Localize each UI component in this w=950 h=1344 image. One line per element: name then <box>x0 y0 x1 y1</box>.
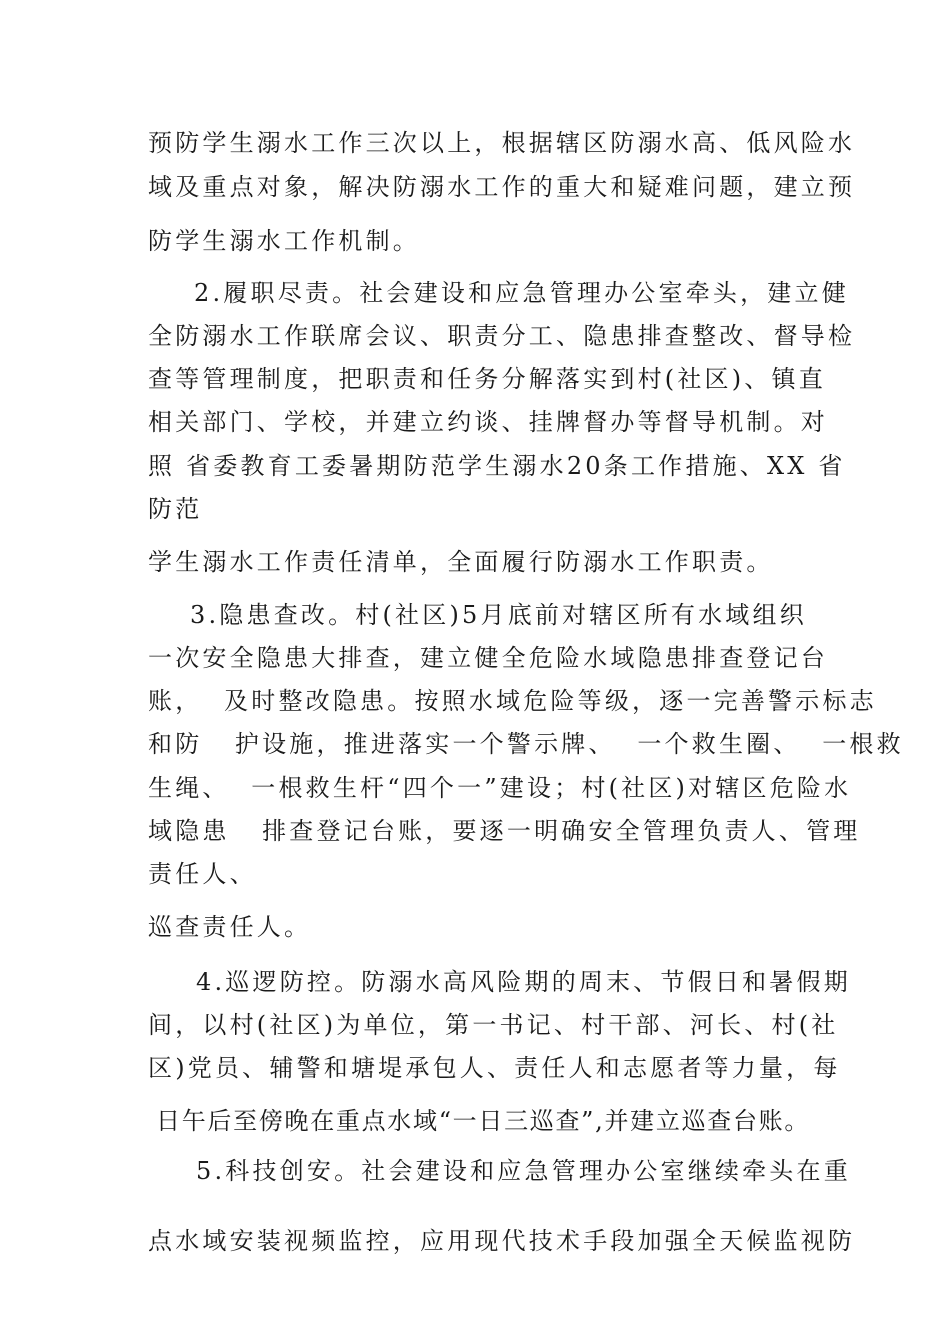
text-line: 区)党员、辅警和塘堤承包人、责任人和志愿者等力量，每 <box>148 1054 841 1082</box>
text-line: 防范 <box>148 495 203 523</box>
text-line: 预防学生溺水工作三次以上，根据辖区防溺水高、低风险水 <box>148 129 856 157</box>
text-line: 账， 及时整改隐患。按照水域危险等级，逐一完善警示标志 <box>148 687 877 715</box>
text-line: 间，以村(社区)为单位，第一书记、村干部、河长、村(社 <box>148 1011 839 1039</box>
paragraph-3-first-line: 3.隐患查改。村(社区)5月底前对辖区所有水域组织 <box>190 601 807 629</box>
text-line: 相关部门、学校，并建立约谈、挂牌督办等督导机制。对 <box>148 408 828 436</box>
text-line: 域及重点对象，解决防溺水工作的重大和疑难问题，建立预 <box>148 173 856 201</box>
text-line: 巡查责任人。 <box>148 913 312 941</box>
text-line: 一次安全隐患大排查，建立健全危险水域隐患排查登记台 <box>148 644 828 672</box>
text-line: 点水域安装视频监控，应用现代技术手段加强全天候监视防 <box>148 1227 856 1255</box>
text-line: 责任人、 <box>148 860 257 888</box>
text-line: 防学生溺水工作机制。 <box>148 227 420 255</box>
paragraph-2-first-line: 2.履职尽责。社会建设和应急管理办公室牵头，建立健 <box>194 279 849 307</box>
text-line: 学生溺水工作责任清单，全面履行防溺水工作职责。 <box>148 548 774 576</box>
text-line: 生绳、 一根救生杆“四个一”建设；村(社区)对辖区危险水 <box>148 774 852 802</box>
paragraph-5-first-line: 5.科技创安。社会建设和应急管理办公室继续牵头在重 <box>196 1157 851 1185</box>
paragraph-4-first-line: 4.巡逻防控。防溺水高风险期的周末、节假日和暑假期 <box>196 968 851 996</box>
text-line: 域隐患 排查登记台账，要逐一明确安全管理负责人、管理 <box>148 817 861 845</box>
text-line: 日午后至傍晚在重点水域“一日三巡查”,并建立巡查台账。 <box>156 1107 811 1135</box>
text-line: 查等管理制度，把职责和任务分解落实到村(社区)、镇直 <box>148 365 826 393</box>
text-line: 照 省委教育工委暑期防范学生溺水20条工作措施、XX 省 <box>148 452 846 480</box>
text-line: 和防 护设施，推进落实一个警示牌、 一个救生圈、 一根救 <box>148 730 904 758</box>
text-line: 全防溺水工作联席会议、职责分工、隐患排查整改、督导检 <box>148 322 856 350</box>
